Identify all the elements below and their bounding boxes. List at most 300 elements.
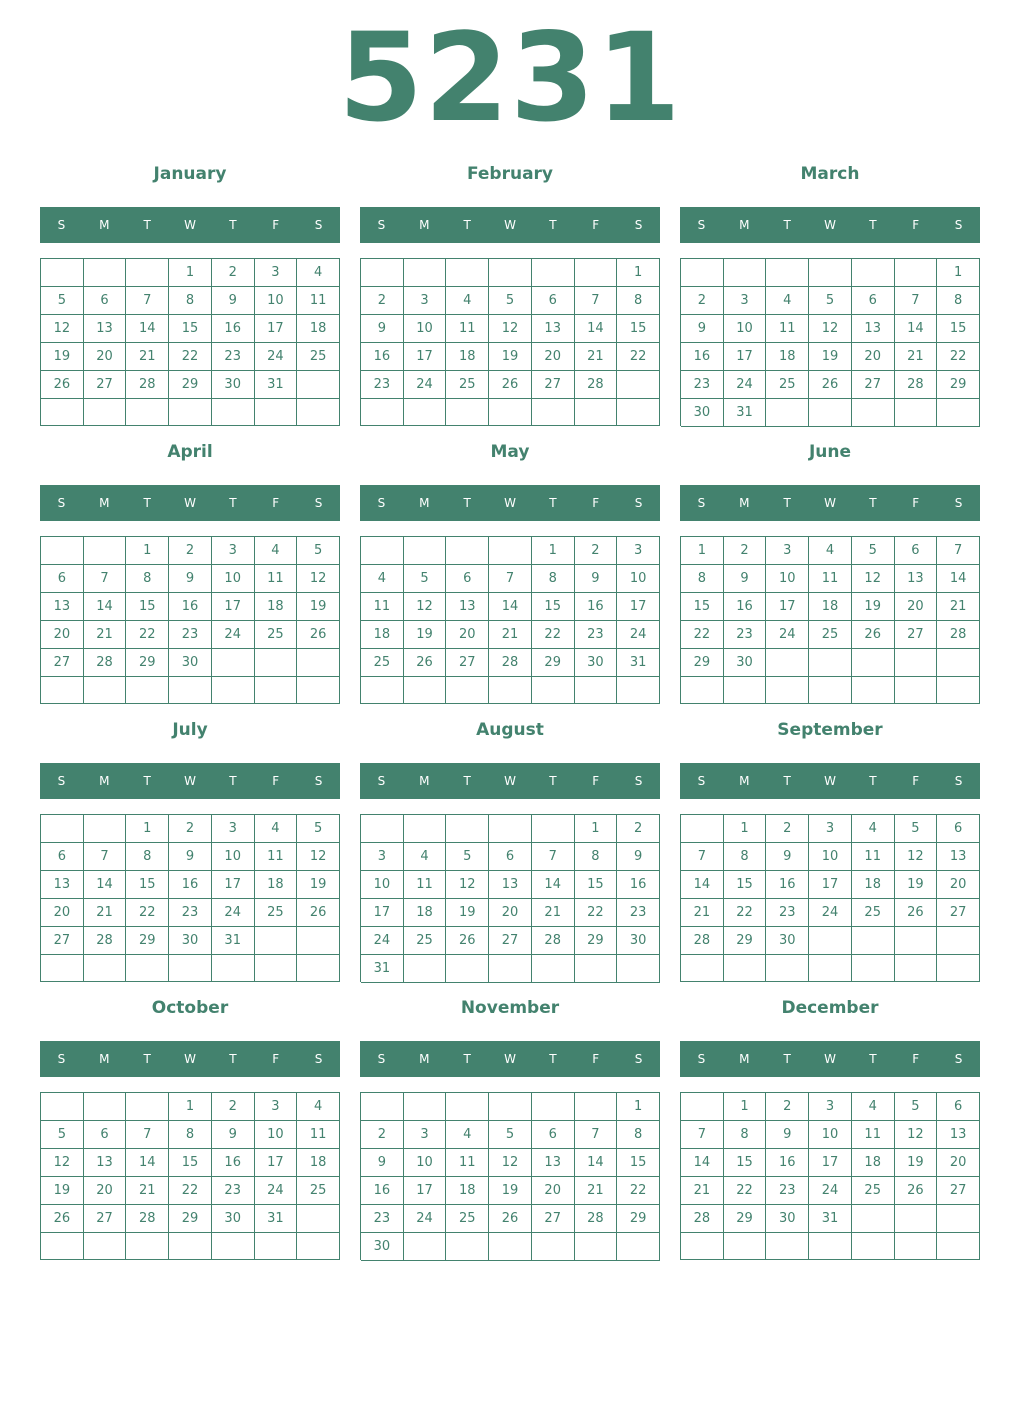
day-cell: 30 — [575, 649, 618, 677]
day-cell: 5 — [41, 287, 84, 315]
day-cell: 11 — [297, 287, 340, 315]
day-cell: 2 — [169, 537, 212, 565]
day-cell: 7 — [126, 287, 169, 315]
weekday-label: M — [419, 774, 430, 788]
day-cell: 14 — [681, 871, 724, 899]
weekday-label: W — [824, 496, 836, 510]
day-cell: 30 — [766, 1205, 809, 1233]
day-cell: 1 — [724, 1093, 767, 1121]
day-cell: 29 — [575, 927, 618, 955]
empty-day-cell — [681, 955, 724, 982]
day-cell: 3 — [766, 537, 809, 565]
day-cell: 17 — [766, 593, 809, 621]
month-name: December — [781, 998, 879, 1018]
day-cell: 15 — [617, 1149, 660, 1177]
empty-day-cell — [681, 815, 724, 843]
day-cell: 31 — [361, 955, 404, 983]
month-name: May — [490, 442, 530, 462]
day-cell: 22 — [169, 1177, 212, 1205]
day-cell: 28 — [681, 1205, 724, 1233]
day-cell: 3 — [361, 843, 404, 871]
empty-day-cell — [852, 399, 895, 427]
empty-day-cell — [41, 537, 84, 565]
empty-day-cell — [852, 955, 895, 982]
day-cell: 22 — [681, 621, 724, 649]
weekday-label: T — [229, 496, 237, 510]
empty-day-cell — [852, 259, 895, 287]
weekday-label: S — [57, 496, 66, 510]
weekday-label: T — [229, 774, 237, 788]
day-cell: 14 — [937, 565, 980, 593]
day-cell: 7 — [681, 1121, 724, 1149]
day-cell: 20 — [84, 343, 127, 371]
day-cell: 13 — [41, 871, 84, 899]
empty-day-cell — [255, 399, 298, 426]
day-cell: 19 — [489, 343, 532, 371]
weekday-label: S — [697, 1052, 706, 1066]
empty-day-cell — [575, 259, 618, 287]
day-cell: 6 — [41, 565, 84, 593]
day-cell: 20 — [937, 1149, 980, 1177]
weekday-header — [40, 763, 340, 799]
empty-day-cell — [255, 1233, 298, 1260]
day-cell: 19 — [895, 1149, 938, 1177]
day-cell: 14 — [126, 1149, 169, 1177]
day-cell: 16 — [169, 593, 212, 621]
weekday-header — [680, 1041, 980, 1077]
day-cell: 23 — [766, 1177, 809, 1205]
day-cell: 6 — [852, 287, 895, 315]
empty-day-cell — [404, 677, 447, 704]
day-cell: 30 — [361, 1233, 404, 1261]
day-cell: 28 — [575, 371, 618, 399]
weekday-label: S — [954, 218, 963, 232]
day-cell: 2 — [361, 1121, 404, 1149]
weekday-label: S — [57, 1052, 66, 1066]
empty-day-cell — [852, 1205, 895, 1233]
day-cell: 14 — [681, 1149, 724, 1177]
weekday-label: S — [314, 774, 323, 788]
month-name: April — [167, 442, 213, 462]
day-cell: 24 — [724, 371, 767, 399]
day-cell: 22 — [617, 1177, 660, 1205]
day-cell: 6 — [532, 1121, 575, 1149]
day-cell: 19 — [297, 593, 340, 621]
day-cell: 18 — [446, 343, 489, 371]
weekday-label: S — [314, 496, 323, 510]
empty-day-cell — [41, 677, 84, 704]
day-cell: 15 — [575, 871, 618, 899]
weekday-label: F — [912, 496, 920, 510]
day-cell: 19 — [489, 1177, 532, 1205]
day-cell: 26 — [809, 371, 852, 399]
day-cell: 11 — [852, 1121, 895, 1149]
weekday-label: F — [592, 1052, 600, 1066]
day-cell: 24 — [255, 1177, 298, 1205]
empty-day-cell — [446, 815, 489, 843]
day-grid — [40, 536, 340, 704]
day-cell: 22 — [126, 621, 169, 649]
day-cell: 30 — [724, 649, 767, 677]
day-cell: 22 — [575, 899, 618, 927]
day-cell: 16 — [361, 343, 404, 371]
day-cell: 28 — [937, 621, 980, 649]
day-cell: 14 — [532, 871, 575, 899]
empty-day-cell — [766, 1233, 809, 1260]
weekday-label: S — [634, 218, 643, 232]
day-cell: 15 — [937, 315, 980, 343]
day-cell: 30 — [617, 927, 660, 955]
day-grid — [360, 1092, 660, 1260]
empty-day-cell — [489, 259, 532, 287]
day-cell: 1 — [617, 259, 660, 287]
weekday-label: S — [954, 774, 963, 788]
month-name: July — [172, 720, 208, 740]
weekday-label: M — [739, 218, 750, 232]
day-cell: 27 — [84, 371, 127, 399]
empty-day-cell — [446, 1093, 489, 1121]
day-cell: 19 — [809, 343, 852, 371]
day-cell: 2 — [361, 287, 404, 315]
day-cell: 12 — [895, 843, 938, 871]
day-cell: 26 — [852, 621, 895, 649]
day-cell: 8 — [681, 565, 724, 593]
day-cell: 12 — [41, 315, 84, 343]
day-cell: 10 — [361, 871, 404, 899]
weekday-header — [360, 485, 660, 521]
day-cell: 5 — [446, 843, 489, 871]
empty-day-cell — [575, 677, 618, 704]
day-cell: 12 — [895, 1121, 938, 1149]
month-september — [680, 718, 980, 990]
empty-day-cell — [255, 955, 298, 982]
day-cell: 10 — [766, 565, 809, 593]
day-cell: 9 — [169, 843, 212, 871]
day-cell: 18 — [766, 343, 809, 371]
day-cell: 17 — [255, 1149, 298, 1177]
weekday-label: S — [634, 1052, 643, 1066]
weekday-label: F — [912, 1052, 920, 1066]
day-cell: 12 — [852, 565, 895, 593]
empty-day-cell — [809, 927, 852, 955]
weekday-label: M — [99, 496, 110, 510]
empty-day-cell — [809, 399, 852, 427]
weekday-label: S — [314, 1052, 323, 1066]
day-cell: 6 — [84, 1121, 127, 1149]
day-cell: 20 — [41, 899, 84, 927]
day-cell: 14 — [575, 1149, 618, 1177]
empty-day-cell — [575, 955, 618, 983]
day-cell: 12 — [809, 315, 852, 343]
day-cell: 29 — [169, 371, 212, 399]
empty-day-cell — [404, 399, 447, 426]
day-cell: 13 — [446, 593, 489, 621]
empty-day-cell — [532, 815, 575, 843]
day-cell: 16 — [766, 1149, 809, 1177]
empty-day-cell — [297, 927, 340, 955]
day-cell: 23 — [212, 343, 255, 371]
weekday-header — [40, 485, 340, 521]
empty-day-cell — [126, 1093, 169, 1121]
empty-day-cell — [255, 927, 298, 955]
day-cell: 7 — [681, 843, 724, 871]
day-grid — [680, 814, 980, 982]
day-cell: 9 — [766, 843, 809, 871]
day-grid — [40, 814, 340, 982]
day-cell: 11 — [361, 593, 404, 621]
day-cell: 26 — [41, 1205, 84, 1233]
day-cell: 16 — [681, 343, 724, 371]
weekday-label: T — [463, 1052, 471, 1066]
day-cell: 6 — [84, 287, 127, 315]
weekday-label: S — [697, 218, 706, 232]
day-cell: 14 — [84, 871, 127, 899]
day-grid — [360, 814, 660, 982]
empty-day-cell — [937, 1205, 980, 1233]
weekday-header — [680, 763, 980, 799]
empty-day-cell — [575, 399, 618, 426]
day-cell: 10 — [617, 565, 660, 593]
weekday-label: M — [419, 1052, 430, 1066]
day-cell: 25 — [297, 343, 340, 371]
day-cell: 11 — [404, 871, 447, 899]
empty-day-cell — [937, 399, 980, 427]
day-cell: 8 — [532, 565, 575, 593]
day-cell: 9 — [724, 565, 767, 593]
day-cell: 22 — [724, 899, 767, 927]
day-cell: 3 — [404, 1121, 447, 1149]
day-cell: 24 — [212, 899, 255, 927]
empty-day-cell — [895, 649, 938, 677]
day-cell: 1 — [617, 1093, 660, 1121]
day-cell: 28 — [489, 649, 532, 677]
empty-day-cell — [937, 649, 980, 677]
day-cell: 2 — [681, 287, 724, 315]
weekday-label: S — [697, 774, 706, 788]
empty-day-cell — [212, 649, 255, 677]
day-cell: 21 — [895, 343, 938, 371]
month-may — [360, 440, 660, 712]
day-cell: 16 — [617, 871, 660, 899]
day-cell: 22 — [126, 899, 169, 927]
empty-day-cell — [212, 677, 255, 704]
empty-day-cell — [532, 1093, 575, 1121]
day-cell: 4 — [446, 287, 489, 315]
day-cell: 26 — [297, 621, 340, 649]
day-cell: 7 — [532, 843, 575, 871]
weekday-label: T — [463, 774, 471, 788]
month-july — [40, 718, 340, 990]
day-cell: 20 — [532, 1177, 575, 1205]
day-cell: 1 — [126, 815, 169, 843]
day-cell: 23 — [361, 1205, 404, 1233]
empty-day-cell — [489, 537, 532, 565]
day-cell: 3 — [724, 287, 767, 315]
day-cell: 2 — [617, 815, 660, 843]
day-cell: 27 — [446, 649, 489, 677]
empty-day-cell — [489, 1093, 532, 1121]
empty-day-cell — [724, 1233, 767, 1260]
month-january — [40, 162, 340, 434]
empty-day-cell — [126, 259, 169, 287]
day-cell: 26 — [446, 927, 489, 955]
day-cell: 17 — [724, 343, 767, 371]
day-cell: 6 — [895, 537, 938, 565]
weekday-header — [40, 1041, 340, 1077]
day-cell: 31 — [212, 927, 255, 955]
empty-day-cell — [297, 1233, 340, 1260]
day-cell: 3 — [404, 287, 447, 315]
day-cell: 11 — [255, 565, 298, 593]
day-cell: 23 — [766, 899, 809, 927]
empty-day-cell — [84, 259, 127, 287]
day-cell: 13 — [532, 315, 575, 343]
day-cell: 16 — [212, 1149, 255, 1177]
day-cell: 9 — [212, 1121, 255, 1149]
empty-day-cell — [937, 677, 980, 704]
day-cell: 20 — [532, 343, 575, 371]
day-cell: 3 — [809, 1093, 852, 1121]
weekday-label: T — [869, 1052, 877, 1066]
day-cell: 27 — [532, 1205, 575, 1233]
day-cell: 20 — [852, 343, 895, 371]
empty-day-cell — [895, 399, 938, 427]
weekday-label: S — [57, 774, 66, 788]
weekday-label: F — [592, 218, 600, 232]
day-cell: 21 — [126, 343, 169, 371]
empty-day-cell — [937, 955, 980, 982]
day-cell: 29 — [126, 649, 169, 677]
day-cell: 2 — [212, 1093, 255, 1121]
empty-day-cell — [766, 677, 809, 704]
day-cell: 18 — [297, 315, 340, 343]
weekday-label: F — [272, 496, 280, 510]
day-cell: 18 — [361, 621, 404, 649]
weekday-label: S — [954, 496, 963, 510]
day-cell: 21 — [575, 343, 618, 371]
day-cell: 13 — [84, 315, 127, 343]
empty-day-cell — [446, 677, 489, 704]
day-cell: 6 — [937, 1093, 980, 1121]
empty-day-cell — [895, 1233, 938, 1260]
day-cell: 11 — [766, 315, 809, 343]
day-cell: 7 — [937, 537, 980, 565]
weekday-label: W — [504, 496, 516, 510]
day-cell: 15 — [724, 871, 767, 899]
day-cell: 19 — [41, 343, 84, 371]
day-cell: 6 — [41, 843, 84, 871]
month-march — [680, 162, 980, 434]
day-cell: 12 — [446, 871, 489, 899]
weekday-label: S — [377, 218, 386, 232]
weekday-label: T — [869, 218, 877, 232]
day-cell: 12 — [297, 565, 340, 593]
day-cell: 6 — [937, 815, 980, 843]
day-cell: 21 — [84, 899, 127, 927]
day-cell: 31 — [255, 1205, 298, 1233]
day-cell: 21 — [126, 1177, 169, 1205]
day-cell: 9 — [361, 315, 404, 343]
day-cell: 26 — [41, 371, 84, 399]
empty-day-cell — [361, 259, 404, 287]
day-cell: 3 — [255, 259, 298, 287]
day-cell: 18 — [297, 1149, 340, 1177]
empty-day-cell — [212, 955, 255, 982]
day-cell: 24 — [212, 621, 255, 649]
day-cell: 19 — [41, 1177, 84, 1205]
day-cell: 10 — [809, 843, 852, 871]
day-cell: 18 — [446, 1177, 489, 1205]
weekday-label: W — [824, 774, 836, 788]
day-cell: 30 — [169, 649, 212, 677]
month-name: January — [153, 164, 227, 184]
day-cell: 2 — [766, 1093, 809, 1121]
weekday-label: T — [869, 496, 877, 510]
weekday-label: W — [504, 218, 516, 232]
empty-day-cell — [404, 1093, 447, 1121]
weekday-header — [680, 207, 980, 243]
day-cell: 30 — [212, 371, 255, 399]
day-cell: 15 — [617, 315, 660, 343]
day-cell: 21 — [937, 593, 980, 621]
day-cell: 16 — [724, 593, 767, 621]
month-august — [360, 718, 660, 990]
empty-day-cell — [809, 1233, 852, 1260]
day-cell: 20 — [41, 621, 84, 649]
weekday-label: S — [697, 496, 706, 510]
weekday-label: T — [549, 496, 557, 510]
empty-day-cell — [766, 399, 809, 427]
empty-day-cell — [361, 399, 404, 426]
day-cell: 3 — [809, 815, 852, 843]
day-cell: 21 — [681, 1177, 724, 1205]
month-name: March — [800, 164, 860, 184]
empty-day-cell — [126, 955, 169, 982]
day-cell: 17 — [404, 1177, 447, 1205]
day-cell: 6 — [489, 843, 532, 871]
day-cell: 20 — [446, 621, 489, 649]
day-cell: 31 — [255, 371, 298, 399]
day-cell: 2 — [724, 537, 767, 565]
weekday-label: W — [184, 774, 196, 788]
empty-day-cell — [84, 537, 127, 565]
day-cell: 19 — [895, 871, 938, 899]
day-cell: 22 — [532, 621, 575, 649]
empty-day-cell — [852, 677, 895, 704]
day-cell: 12 — [41, 1149, 84, 1177]
day-cell: 15 — [126, 871, 169, 899]
day-cell: 20 — [489, 899, 532, 927]
day-cell: 25 — [404, 927, 447, 955]
day-cell: 9 — [766, 1121, 809, 1149]
day-cell: 17 — [404, 343, 447, 371]
day-cell: 4 — [852, 815, 895, 843]
empty-day-cell — [404, 259, 447, 287]
empty-day-cell — [852, 927, 895, 955]
day-cell: 8 — [126, 843, 169, 871]
month-february — [360, 162, 660, 434]
empty-day-cell — [895, 677, 938, 704]
empty-day-cell — [937, 1233, 980, 1260]
month-april — [40, 440, 340, 712]
day-cell: 25 — [766, 371, 809, 399]
day-cell: 20 — [895, 593, 938, 621]
weekday-label: F — [912, 218, 920, 232]
empty-day-cell — [489, 677, 532, 704]
day-cell: 25 — [446, 371, 489, 399]
day-cell: 13 — [489, 871, 532, 899]
empty-day-cell — [937, 927, 980, 955]
